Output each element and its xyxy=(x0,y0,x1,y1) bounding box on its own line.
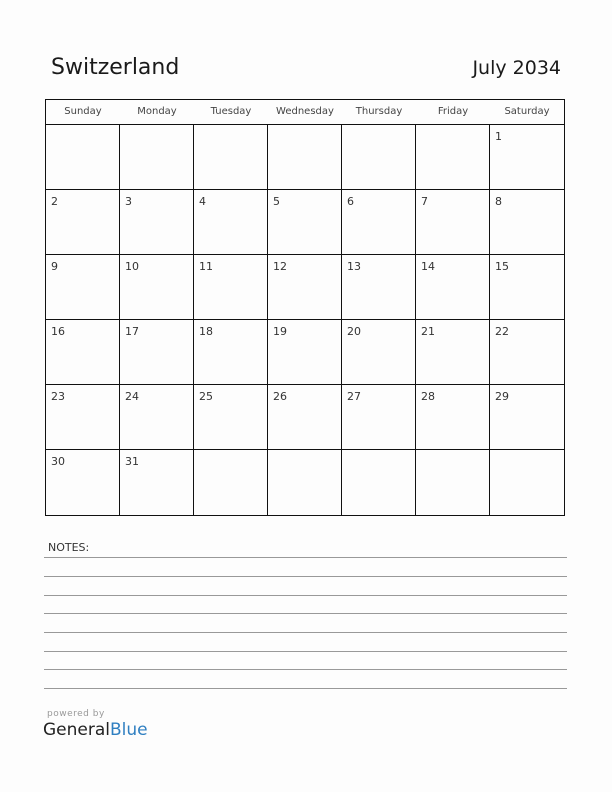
day-cell xyxy=(490,125,564,190)
notes-label: NOTES: xyxy=(48,541,90,554)
day-cell xyxy=(194,385,268,450)
weekday-friday: Friday xyxy=(437,106,469,117)
day-number: 23 xyxy=(51,390,65,403)
day-cell xyxy=(490,320,564,385)
day-number: 3 xyxy=(125,195,132,208)
day-number: 28 xyxy=(421,390,435,403)
day-cell xyxy=(120,385,194,450)
day-number: 1 xyxy=(495,130,502,143)
day-cell xyxy=(194,255,268,320)
day-cell xyxy=(194,320,268,385)
day-cell xyxy=(416,125,490,190)
notes-line xyxy=(44,595,567,596)
day-cell xyxy=(490,450,564,515)
day-cell xyxy=(46,385,120,450)
day-cell xyxy=(490,190,564,255)
powered-by-text: powered by xyxy=(47,709,105,719)
brand-general: General xyxy=(43,720,110,740)
weekday-tuesday: Tuesday xyxy=(210,106,252,117)
day-number: 17 xyxy=(125,325,139,338)
day-cell xyxy=(416,190,490,255)
day-number: 15 xyxy=(495,260,509,273)
day-cell xyxy=(268,255,342,320)
weekday-sunday: Sunday xyxy=(64,106,102,117)
day-cell xyxy=(268,320,342,385)
day-number: 24 xyxy=(125,390,139,403)
day-number: 26 xyxy=(273,390,287,403)
month-year-title: July 2034 xyxy=(472,57,561,79)
weekday-header xyxy=(46,100,564,125)
country-title: Switzerland xyxy=(51,55,180,80)
day-cell xyxy=(46,190,120,255)
day-number: 22 xyxy=(495,325,509,338)
day-number: 19 xyxy=(273,325,287,338)
day-cell xyxy=(342,450,416,515)
notes-line xyxy=(44,613,567,614)
day-cell xyxy=(342,255,416,320)
day-cell xyxy=(268,450,342,515)
brand-blue: Blue xyxy=(110,720,148,740)
day-number: 5 xyxy=(273,195,280,208)
day-cell xyxy=(194,190,268,255)
day-number: 30 xyxy=(51,455,65,468)
day-cell xyxy=(416,450,490,515)
day-cell xyxy=(268,190,342,255)
day-number: 29 xyxy=(495,390,509,403)
day-cell xyxy=(194,450,268,515)
day-number: 13 xyxy=(347,260,361,273)
day-number: 6 xyxy=(347,195,354,208)
day-number: 12 xyxy=(273,260,287,273)
weekday-saturday: Saturday xyxy=(504,106,550,117)
day-number: 18 xyxy=(199,325,213,338)
day-cell xyxy=(46,255,120,320)
day-cell xyxy=(268,385,342,450)
day-number: 8 xyxy=(495,195,502,208)
day-cell xyxy=(194,125,268,190)
day-cell xyxy=(46,450,120,515)
day-grid xyxy=(46,125,564,515)
weekday-monday: Monday xyxy=(137,106,177,117)
notes-line xyxy=(44,688,567,689)
day-cell xyxy=(46,320,120,385)
notes-line xyxy=(44,669,567,670)
day-number: 14 xyxy=(421,260,435,273)
notes-line xyxy=(44,651,567,652)
day-number: 10 xyxy=(125,260,139,273)
calendar-table xyxy=(45,99,565,516)
weekday-wednesday: Wednesday xyxy=(276,106,334,117)
day-cell xyxy=(416,385,490,450)
day-number: 2 xyxy=(51,195,58,208)
day-cell xyxy=(46,125,120,190)
day-cell xyxy=(268,125,342,190)
day-cell xyxy=(120,190,194,255)
day-cell xyxy=(416,255,490,320)
day-number: 27 xyxy=(347,390,361,403)
day-number: 25 xyxy=(199,390,213,403)
weekday-thursday: Thursday xyxy=(355,106,403,117)
day-cell xyxy=(342,190,416,255)
day-number: 31 xyxy=(125,455,139,468)
day-cell xyxy=(120,450,194,515)
day-cell xyxy=(416,320,490,385)
day-cell xyxy=(342,385,416,450)
day-cell xyxy=(120,320,194,385)
day-number: 11 xyxy=(199,260,213,273)
day-number: 9 xyxy=(51,260,58,273)
notes-line xyxy=(44,557,567,558)
notes-line xyxy=(44,632,567,633)
notes-line xyxy=(44,576,567,577)
day-number: 7 xyxy=(421,195,428,208)
day-cell xyxy=(490,385,564,450)
generalblue-logo xyxy=(43,720,148,740)
day-number: 4 xyxy=(199,195,206,208)
day-cell xyxy=(342,125,416,190)
day-cell xyxy=(342,320,416,385)
day-number: 20 xyxy=(347,325,361,338)
day-number: 16 xyxy=(51,325,65,338)
day-cell xyxy=(120,255,194,320)
day-cell xyxy=(490,255,564,320)
day-number: 21 xyxy=(421,325,435,338)
day-cell xyxy=(120,125,194,190)
